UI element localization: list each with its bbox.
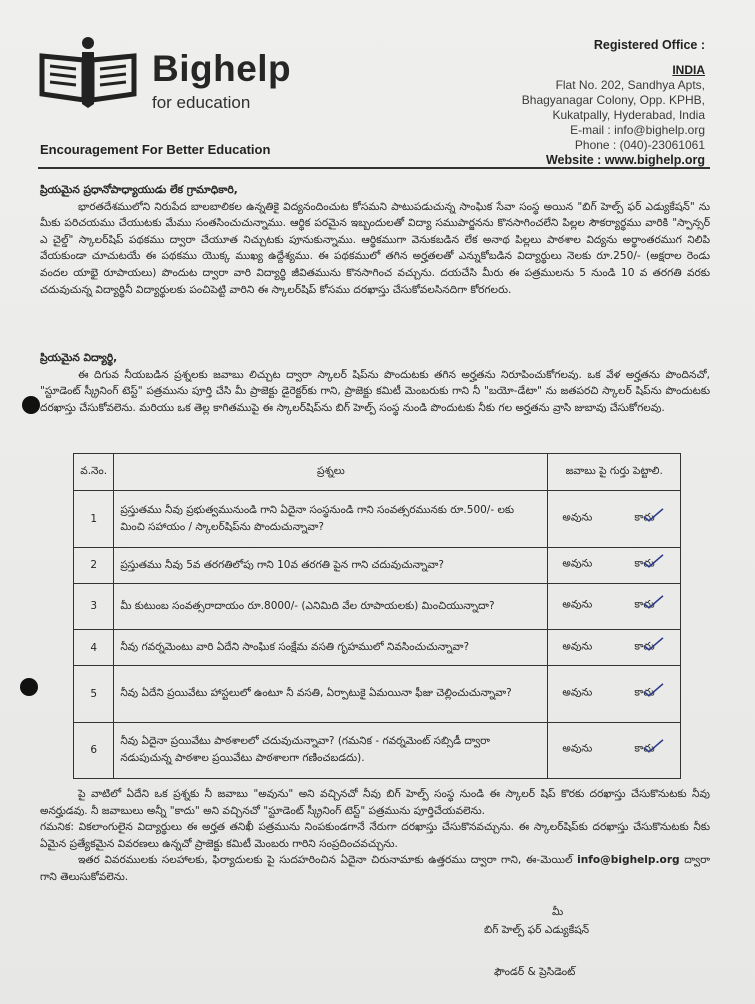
table-header-row <box>74 454 681 491</box>
office-country: INDIA <box>672 63 705 77</box>
signature-title: ఫౌండర్ & ప్రెసిడెంట్ <box>494 966 576 978</box>
yes-option[interactable]: అవును <box>562 598 593 611</box>
row-number: 1 <box>74 491 114 547</box>
office-address-line: Kukatpally, Hyderabad, India <box>552 108 705 122</box>
punch-hole <box>22 396 40 414</box>
brand-subtitle: for education <box>152 93 251 112</box>
questions-table <box>73 453 681 779</box>
brand-name: Bighelp <box>152 48 292 89</box>
student-section <box>40 350 710 416</box>
office-website: Website : www.bighelp.org <box>545 153 705 167</box>
question-text: నీవు ఏదేని ప్రయివేటు హాస్టలులో ఉంటూ నీ వసతి, ఏర్పాటుకై ఏమయినా ఫీజు చెల్లించుచున్నావా? <box>114 666 548 722</box>
no-option[interactable]: కాదు <box>634 742 655 755</box>
no-option[interactable]: కాదు <box>634 686 655 699</box>
signature-org: బిగ్ హెల్ప్ ఫర్ ఎడ్యుకేషన్ <box>484 924 590 936</box>
question-text: నీవు గవర్నమెంటు వారి ఏదేని సాంఘిక సంక్షేమ వసతి గృహములో నివసించుచున్నావా? <box>114 630 548 666</box>
question-text: ప్రస్తుతము నీవు 5వ తరగతిలోపు గాని 10వ తరగతి పైన గాని చదువుచున్నావా? <box>114 547 548 583</box>
yes-option[interactable]: అవును <box>562 742 593 755</box>
checkmark-icon <box>642 683 664 697</box>
yes-option[interactable]: అవును <box>562 640 593 653</box>
contact-email[interactable]: info@bighelp.org <box>577 854 680 867</box>
intro-paragraph: భారతదేశములోని నిరుపేద బాలబాలికల ఉన్నతికై విద్యనందించుట కోసమని పాటుపడుచున్న సాంఘిక సేవా సంస్థ అయిన "బిగ్ హెల్ప్ ఫర్ ఎడ్యుకేషన్" ను మీకు పరిచయము చేయుటకు మేము సంతసించుచున్నాము. ఆర్థిక పరమైన ఇబ్బందులతో విద్యా సముపార్జనను కొనసాగించలేని పిల్లల సౌకర్యార్థము వారికి "స్పాన్సర్ ఎ చైల్డ్" స్కాలర్‌షిప్ పథకము ద్వారా చేయూత నిచ్చుటకు పూనుకున్నాము. ఆర్థికముగా వెనుకబడిన లేక అనాథ పిల్లలు పాఠశాల విద్యను అర్థాంతరముగ నిలిపి వేయకుండా చూచుటయే ఈ పథకము యొక్క ముఖ్య ఉద్దేశ్యము. ఈ పథకములో తగిన అర్హతలతో ఎన్నుకోబడిన విద్యార్థులు నెలకు రూ.250/- (అక్షరాల రెండు వందల యాభై రూపాయలు) పొందుట ద్వారా వారి విద్యార్థి జీవితమును కొనసాగించ వచ్చును. దయచేసి మీరు ఈ పత్రములను 5 నుండి 10 వ తరగతి వరకు చదువుచున్న విద్యార్థినీ విద్యార్థులకు పంచిపెట్టి వారిని ఈ స్కాలర్‌షిప్ కోసము దరఖాస్తు చేసుకోవలసినదిగా కోరగలరు. <box>40 200 710 296</box>
punch-hole <box>20 678 38 696</box>
table-row <box>74 491 681 547</box>
answer-cell <box>548 547 681 583</box>
question-text: ప్రస్తుతము నీవు ప్రభుత్వమునుండి గాని ఏదైనా సంస్థనుండి గాని సంవత్సరమునకు రూ.500/- లకు మించి సహాయం / స్కాలర్‌షిప్‌ను పొందుచున్నావా? <box>114 491 548 547</box>
closing-section <box>40 786 710 886</box>
salutation-student: ప్రియమైన విద్యార్థి, <box>40 352 118 364</box>
checkmark-icon <box>642 739 664 753</box>
no-option[interactable]: కాదు <box>634 640 655 653</box>
answer-cell <box>548 583 681 629</box>
yes-option[interactable]: అవును <box>562 511 593 524</box>
row-number: 4 <box>74 630 114 666</box>
question-text: మీ కుటుంబ సంవత్సరాదాయం రూ.8000/- (ఎనిమిది వేల రూపాయలకు) మించియున్నాదా? <box>114 583 548 629</box>
yes-option[interactable]: అవును <box>562 557 593 570</box>
open-book-logo-icon <box>38 36 138 108</box>
answer-cell <box>548 666 681 722</box>
intro-section <box>40 182 710 298</box>
no-option[interactable]: కాదు <box>634 511 655 524</box>
closing-paragraph: పై వాటిలో ఏదేని ఒక ప్రశ్నకు నీ జవాబు "అవును" అని వచ్చినచో నీవు బిగ్ హెల్ప్ సంస్థ నుండి ఈ స్కాలర్ షిప్ కొరకు దరఖాస్తు చేసుకొనుటకు నీవు అనర్హుడవు. నీ జవాబులు అన్నీ "కాదు" అని వచ్చినచో "స్టూడెంట్ స్క్రీనింగ్ టెస్ట్" పత్రమును పూర్తిచేయవలెను. <box>40 788 710 817</box>
table-row <box>74 547 681 583</box>
table-row <box>74 583 681 629</box>
no-option[interactable]: కాదు <box>634 598 655 611</box>
checkmark-icon <box>642 508 664 522</box>
row-number: 2 <box>74 547 114 583</box>
table-row <box>74 666 681 722</box>
table-row <box>74 722 681 778</box>
header-divider <box>38 167 710 169</box>
checkmark-icon <box>642 554 664 568</box>
office-phone: Phone : (040)-23061061 <box>574 138 705 152</box>
tagline: Encouragement For Better Education <box>40 142 271 157</box>
contact-text: ఇతర వివరములకు సలహాలకు, ఫిర్యాదులకు పై సుదహరించిన ఏదైనా చిరునామాకు ఉత్తరము ద్వారా గాని, ఈ-మెయిల్ <box>78 854 573 867</box>
checkmark-icon <box>642 595 664 609</box>
registered-office-block <box>445 38 705 168</box>
column-header-questions: ప్రశ్నలు <box>114 454 548 491</box>
contact-text-end: ద్వారా గాని తెలుసుకోవలెను. <box>40 854 711 883</box>
salutation-headmaster: ప్రియమైన ప్రధానోపాధ్యాయుడు లేక గ్రామాధికారి, <box>40 184 238 196</box>
office-heading: Registered Office : <box>593 38 705 52</box>
note-paragraph: గమనిక: వికలాంగులైన విద్యార్థులు ఈ అర్హత తనిఖీ పత్రమును నింపకుండగానే నేరుగా దరఖాస్తు చేసుకొనవచ్చును. ఈ స్కాలర్‌షిప్‌కు దరఖాస్తు చేసుకొనుటకు నీకు ఏమైన ప్రత్యేకమైన వివరణలు ఉన్నచో ప్రాజెక్టు కమిటీ మెంబరు గారిని సంప్రదించవచ్చును. <box>40 821 710 850</box>
column-header-answer: జవాబు పై గుర్తు పెట్టాలి. <box>548 454 681 491</box>
office-email: E-mail : info@bighelp.org <box>570 123 705 137</box>
table-row <box>74 630 681 666</box>
row-number: 5 <box>74 666 114 722</box>
answer-cell <box>548 491 681 547</box>
row-number: 6 <box>74 722 114 778</box>
contact-paragraph <box>40 852 710 885</box>
office-address-line: Flat No. 202, Sandhya Apts, <box>555 78 705 92</box>
column-header-sno: వ.నెం. <box>74 454 114 491</box>
row-number: 3 <box>74 583 114 629</box>
signature-yours: మీ <box>552 906 564 918</box>
answer-cell <box>548 722 681 778</box>
question-text: నీవు ఏదైనా ప్రయివేటు పాఠశాలలో చదువుచున్నావా? (గమనిక - గవర్నమెంట్ సబ్సిడీ ద్వారా నడుపుచున్న పాఠశాల ప్రయివేటు పాఠశాలగా గణించబడదు). <box>114 722 548 778</box>
checkmark-icon <box>642 636 664 650</box>
answer-cell <box>548 630 681 666</box>
student-paragraph: ఈ దిగువ నీయబడిన ప్రశ్నలకు జవాబు లిచ్చుట ద్వారా స్కాలర్ షిప్‌ను పొందుటకు తగిన అర్హతను నిరూపించుకోగలవు. ఒక వేళ అర్హతను పొందినచో, "స్టూడెంట్ స్క్రీనింగ్ టెస్ట్" పత్రమును పూర్తి చేసి మీ ప్రాజెక్టు డైరెక్టర్‌కు గాని, ప్రాజెక్టు కమిటీ మెంబరుకు గాని నీ "బయో-డేటా" ను జతపరచి స్కాలర్ షిప్‌ను పొందుటకు దరఖాస్తు చేసుకోవలెను. మరియు ఒక తెల్ల కాగితముపై ఈ స్కాలర్‌షిప్‌ను బిగ్ హెల్ప్ సంస్థ నుండి పొందుటకు నీకు గల అర్హతను వ్రాసి జుబావు చేసుకోగలవు. <box>40 368 710 414</box>
no-option[interactable]: కాదు <box>634 557 655 570</box>
office-address-line: Bhagyanagar Colony, Opp. KPHB, <box>521 93 705 107</box>
yes-option[interactable]: అవును <box>562 686 593 699</box>
